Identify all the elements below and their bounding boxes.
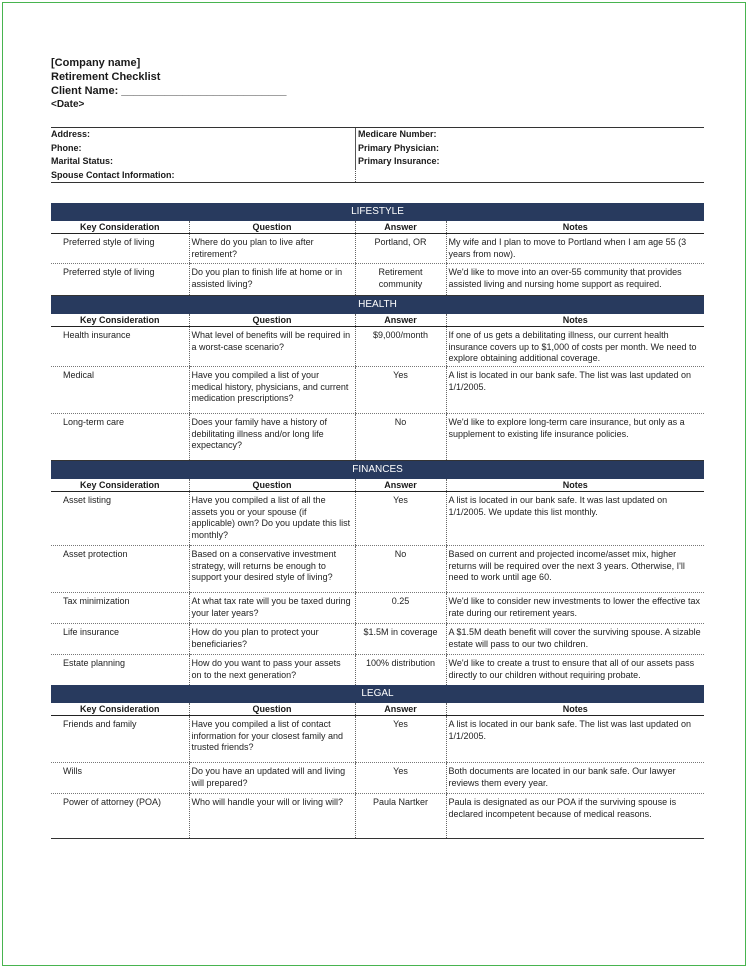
table-row [51, 763, 704, 794]
answer-cell: Retirement community [355, 264, 446, 296]
table-row [51, 492, 704, 546]
key-cell: Power of attorney (POA) [51, 794, 189, 839]
key-cell: Estate planning [51, 655, 189, 686]
column-header-key: Key Consideration [51, 314, 189, 327]
key-cell: Tax minimization [51, 593, 189, 624]
table-row [51, 264, 704, 296]
client-name-line: Client Name: ___________________________ [51, 85, 287, 97]
physician-label: Primary Physician: [355, 142, 704, 156]
notes-cell: We'd like to explore long-term care insurance, but only as a supplement to existing life insurance policies. [446, 414, 704, 461]
document-page [2, 2, 746, 966]
key-cell: Friends and family [51, 716, 189, 763]
document-header [51, 56, 286, 112]
info-row [51, 155, 704, 169]
answer-cell: Paula Nartker [355, 794, 446, 839]
document-title: Retirement Checklist [51, 71, 161, 83]
checklist-table [51, 314, 704, 461]
answer-cell: Portland, OR [355, 234, 446, 264]
answer-cell: Yes [355, 367, 446, 414]
question-cell: How do you want to pass your assets on to the next generation? [189, 655, 355, 686]
answer-cell: No [355, 546, 446, 593]
client-info-grid [51, 127, 704, 183]
column-header-question: Question [189, 314, 355, 327]
question-cell: Do you plan to finish life at home or in assisted living? [189, 264, 355, 296]
table-row [51, 367, 704, 414]
info-row [51, 169, 704, 184]
column-header-answer: Answer [355, 221, 446, 234]
key-cell: Life insurance [51, 624, 189, 655]
answer-cell: $9,000/month [355, 327, 446, 367]
section-title: FINANCES [51, 461, 704, 479]
spouse-contact-label: Spouse Contact Information: [51, 169, 175, 180]
notes-cell: Both documents are located in our bank safe. Our lawyer reviews them every year. [446, 763, 704, 794]
answer-cell: Yes [355, 763, 446, 794]
notes-cell: We'd like to create a trust to ensure that all of our assets pass directly to our children without requiring probate. [446, 655, 704, 686]
key-cell: Long-term care [51, 414, 189, 461]
notes-cell: My wife and I plan to move to Portland when I am age 55 (3 years from now). [446, 234, 704, 264]
column-header-key: Key Consideration [51, 703, 189, 716]
section-title: LEGAL [51, 685, 704, 703]
column-header-notes: Notes [446, 479, 704, 492]
column-header-answer: Answer [355, 314, 446, 327]
question-cell: What level of benefits will be required in a worst-case scenario? [189, 327, 355, 367]
table-row [51, 716, 704, 763]
table-row [51, 546, 704, 593]
table-row [51, 327, 704, 367]
address-label: Address: [51, 129, 91, 139]
company-name: [Company name] [51, 57, 141, 69]
section-finances [51, 461, 704, 686]
key-cell: Health insurance [51, 327, 189, 367]
section-title: HEALTH [51, 296, 704, 314]
answer-cell: $1.5M in coverage [355, 624, 446, 655]
insurance-label: Primary Insurance: [355, 155, 704, 169]
section-lifestyle [51, 203, 704, 296]
checklist-table [51, 703, 704, 839]
table-row [51, 593, 704, 624]
empty-cell [355, 169, 704, 183]
question-cell: Do you have an updated will and living will prepared? [189, 763, 355, 794]
key-cell: Wills [51, 763, 189, 794]
medicare-label: Medicare Number: [355, 128, 704, 142]
answer-cell: 100% distribution [355, 655, 446, 686]
question-cell: Have you compiled a list of contact information for your closest family and trusted friends? [189, 716, 355, 763]
notes-cell: A list is located in our bank safe. It was last updated on 1/1/2005. We update this list monthly. [446, 492, 704, 546]
column-header-key: Key Consideration [51, 479, 189, 492]
question-cell: Who will handle your will or living will? [189, 794, 355, 839]
notes-cell: A $1.5M death benefit will cover the surviving spouse. A sizable estate will pass to our two children. [446, 624, 704, 655]
key-cell: Preferred style of living [51, 264, 189, 296]
key-cell: Asset listing [51, 492, 189, 546]
key-cell: Asset protection [51, 546, 189, 593]
question-cell: Have you compiled a list of your medical history, physicians, and current medication prescriptions? [189, 367, 355, 414]
column-header-question: Question [189, 703, 355, 716]
answer-cell: 0.25 [355, 593, 446, 624]
notes-cell: If one of us gets a debilitating illness, our current health insurance covers up to $1,000 of costs per month. We need to explore obtaining additional coverage. [446, 327, 704, 367]
date-placeholder: <Date> [51, 99, 85, 110]
question-cell: How do you plan to protect your beneficiaries? [189, 624, 355, 655]
question-cell: Where do you plan to live after retirement? [189, 234, 355, 264]
checklist-table [51, 221, 704, 296]
notes-cell: A list is located in our bank safe. The list was last updated on 1/1/2005. [446, 716, 704, 763]
table-row [51, 234, 704, 264]
answer-cell: No [355, 414, 446, 461]
table-row [51, 414, 704, 461]
question-cell: Does your family have a history of debilitating illness and/or long life expectancy? [189, 414, 355, 461]
column-header-notes: Notes [446, 221, 704, 234]
column-header-answer: Answer [355, 479, 446, 492]
section-legal [51, 685, 704, 839]
notes-cell: We'd like to consider new investments to lower the effective tax rate during our retirement years. [446, 593, 704, 624]
table-row [51, 655, 704, 686]
marital-status-label: Marital Status: [51, 156, 114, 166]
notes-cell: We'd like to move into an over-55 community that provides assisted living and nursing home support as required. [446, 264, 704, 296]
column-header-key: Key Consideration [51, 221, 189, 234]
checklist-table [51, 479, 704, 686]
table-row [51, 624, 704, 655]
question-cell: Based on a conservative investment strategy, will returns be enough to support your desired style of living? [189, 546, 355, 593]
question-cell: At what tax rate will you be taxed during your later years? [189, 593, 355, 624]
table-row [51, 794, 704, 839]
question-cell: Have you compiled a list of all the assets you or your spouse (if applicable) own? Do you update this list monthly? [189, 492, 355, 546]
column-header-notes: Notes [446, 314, 704, 327]
column-header-notes: Notes [446, 703, 704, 716]
notes-cell: Based on current and projected income/asset mix, higher returns will be required over the next 3 years. Otherwise, I'll need to work until age 60. [446, 546, 704, 593]
answer-cell: Yes [355, 492, 446, 546]
info-row [51, 128, 704, 142]
notes-cell: A list is located in our bank safe. The list was last updated on 1/1/2005. [446, 367, 704, 414]
phone-label: Phone: [51, 142, 82, 153]
section-title: LIFESTYLE [51, 203, 704, 221]
key-cell: Medical [51, 367, 189, 414]
info-row [51, 142, 704, 156]
key-cell: Preferred style of living [51, 234, 189, 264]
column-header-question: Question [189, 479, 355, 492]
section-health [51, 296, 704, 461]
column-header-question: Question [189, 221, 355, 234]
notes-cell: Paula is designated as our POA if the surviving spouse is declared incompetent because of medical reasons. [446, 794, 704, 839]
column-header-answer: Answer [355, 703, 446, 716]
answer-cell: Yes [355, 716, 446, 763]
